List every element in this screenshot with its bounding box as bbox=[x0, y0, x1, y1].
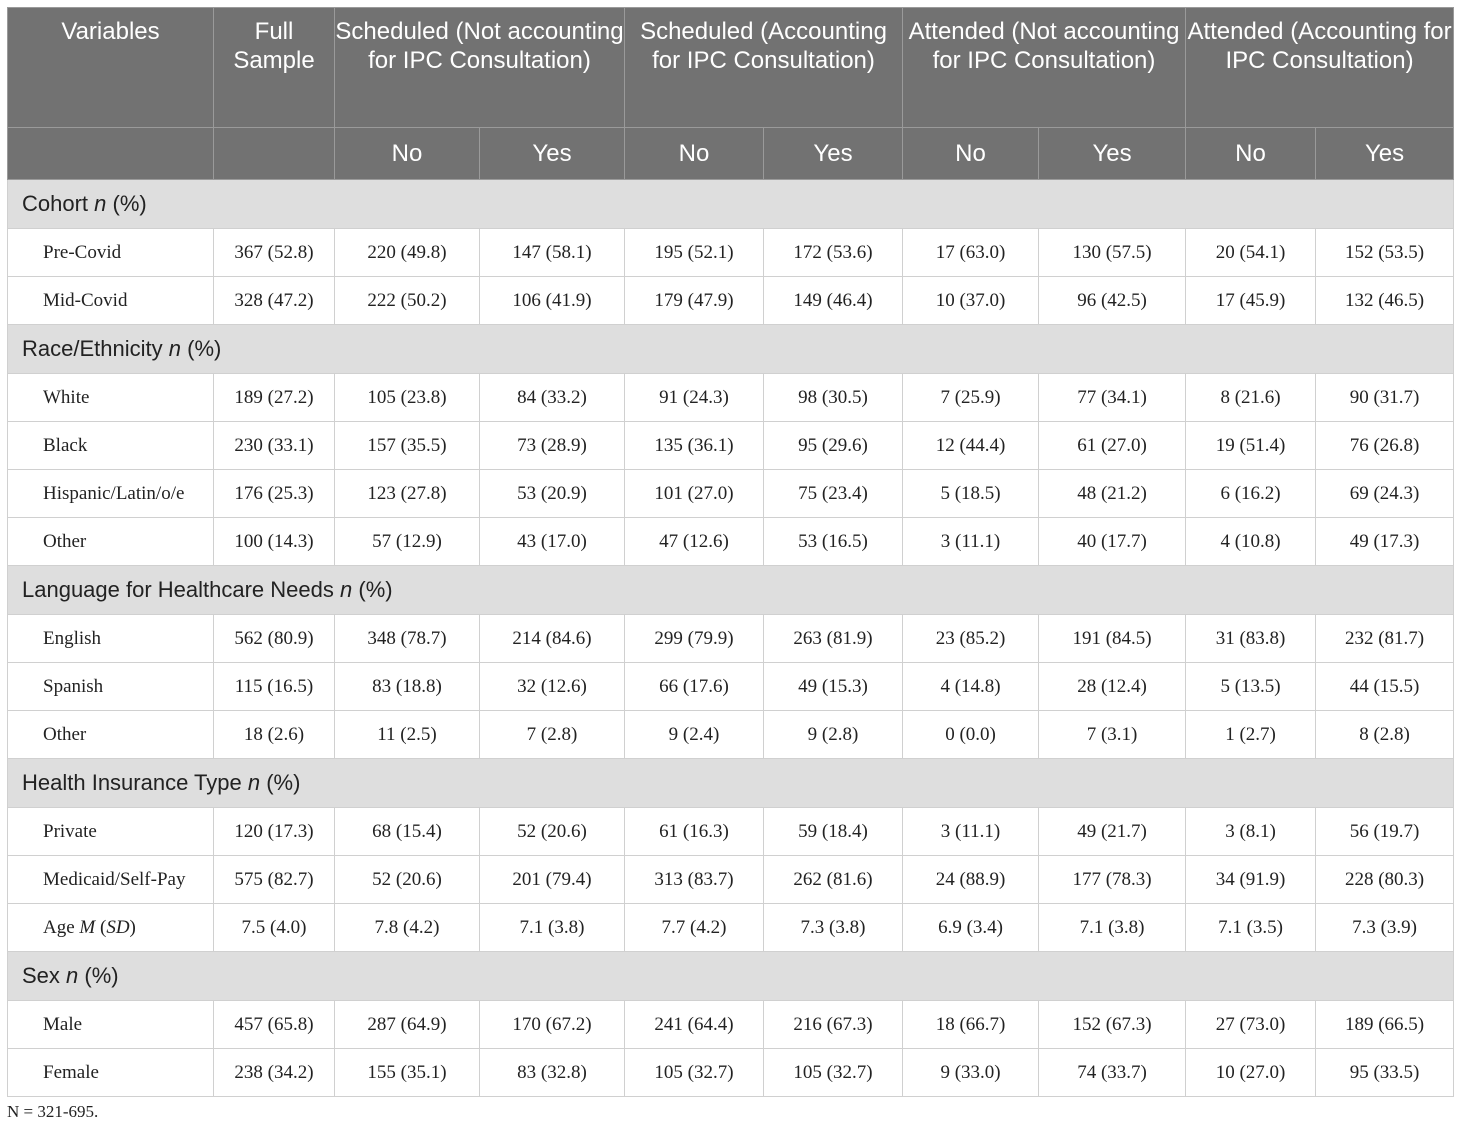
row-label bbox=[8, 711, 214, 759]
header-no: No bbox=[625, 128, 764, 180]
row-label bbox=[8, 518, 214, 566]
table-cell: 5 (13.5) bbox=[1186, 663, 1316, 711]
table-cell: 9 (2.4) bbox=[625, 711, 764, 759]
table-cell: 61 (16.3) bbox=[625, 808, 764, 856]
table-cell: 123 (27.8) bbox=[335, 470, 480, 518]
row-label-text: Female bbox=[43, 1061, 99, 1083]
header-row-groups bbox=[8, 8, 1454, 128]
table-cell: 299 (79.9) bbox=[625, 615, 764, 663]
table-cell: 105 (32.7) bbox=[625, 1049, 764, 1097]
row-label bbox=[8, 422, 214, 470]
section-stat-symbol: n bbox=[94, 191, 107, 216]
table-cell: 11 (2.5) bbox=[335, 711, 480, 759]
table-cell: 214 (84.6) bbox=[480, 615, 625, 663]
table-cell: 101 (27.0) bbox=[625, 470, 764, 518]
header-full-sample: Full Sample bbox=[214, 8, 335, 128]
table-cell: 457 (65.8) bbox=[214, 1001, 335, 1049]
row-label-text: Black bbox=[43, 434, 88, 456]
table-cell: 0 (0.0) bbox=[903, 711, 1039, 759]
table-cell: 52 (20.6) bbox=[335, 856, 480, 904]
section-title-text: Health Insurance Type bbox=[22, 770, 242, 795]
table-cell: 57 (12.9) bbox=[335, 518, 480, 566]
table-cell: 91 (24.3) bbox=[625, 374, 764, 422]
table-cell: 157 (35.5) bbox=[335, 422, 480, 470]
row-label-text: English bbox=[43, 627, 102, 649]
table-cell: 59 (18.4) bbox=[764, 808, 903, 856]
header-group-attended-accounting: Attended (Accounting for IPC Consultation) bbox=[1186, 8, 1454, 128]
table-cell: 10 (27.0) bbox=[1186, 1049, 1316, 1097]
table-cell: 191 (84.5) bbox=[1039, 615, 1186, 663]
table-cell: 90 (31.7) bbox=[1316, 374, 1454, 422]
table-cell: 313 (83.7) bbox=[625, 856, 764, 904]
table-cell: 238 (34.2) bbox=[214, 1049, 335, 1097]
table-cell: 43 (17.0) bbox=[480, 518, 625, 566]
table-row bbox=[8, 1001, 1454, 1049]
table-row bbox=[8, 374, 1454, 422]
row-label bbox=[8, 374, 214, 422]
row-label bbox=[8, 470, 214, 518]
row-label-text: Other bbox=[43, 530, 87, 552]
section-title bbox=[8, 566, 1454, 615]
row-label-text: Pre-Covid bbox=[43, 241, 122, 263]
table-cell: 7.5 (4.0) bbox=[214, 904, 335, 952]
table-cell: 106 (41.9) bbox=[480, 277, 625, 325]
table-cell: 83 (18.8) bbox=[335, 663, 480, 711]
table-cell: 222 (50.2) bbox=[335, 277, 480, 325]
table-cell: 4 (10.8) bbox=[1186, 518, 1316, 566]
table-row bbox=[8, 229, 1454, 277]
section-title bbox=[8, 952, 1454, 1001]
section-title bbox=[8, 759, 1454, 808]
table-cell: 263 (81.9) bbox=[764, 615, 903, 663]
table-cell: 105 (23.8) bbox=[335, 374, 480, 422]
table-row bbox=[8, 904, 1454, 952]
row-label bbox=[8, 808, 214, 856]
table-cell: 73 (28.9) bbox=[480, 422, 625, 470]
table-cell: 120 (17.3) bbox=[214, 808, 335, 856]
table-cell: 76 (26.8) bbox=[1316, 422, 1454, 470]
table-cell: 228 (80.3) bbox=[1316, 856, 1454, 904]
table-cell: 20 (54.1) bbox=[1186, 229, 1316, 277]
table-cell: 115 (16.5) bbox=[214, 663, 335, 711]
table-cell: 96 (42.5) bbox=[1039, 277, 1186, 325]
section-stat-symbol: n bbox=[247, 770, 261, 795]
table-cell: 189 (27.2) bbox=[214, 374, 335, 422]
header-yes: Yes bbox=[1316, 128, 1454, 180]
table-row bbox=[8, 856, 1454, 904]
table-cell: 9 (2.8) bbox=[764, 711, 903, 759]
table-cell: 47 (12.6) bbox=[625, 518, 764, 566]
table-cell: 9 (33.0) bbox=[903, 1049, 1039, 1097]
section-stat-suffix: (%) bbox=[266, 770, 301, 795]
table-cell: 44 (15.5) bbox=[1316, 663, 1454, 711]
row-label bbox=[8, 277, 214, 325]
table-cell: 12 (44.4) bbox=[903, 422, 1039, 470]
section-stat-suffix: (%) bbox=[358, 577, 393, 602]
table-row bbox=[8, 808, 1454, 856]
table-cell: 1 (2.7) bbox=[1186, 711, 1316, 759]
row-label-mean-symbol: M bbox=[79, 916, 96, 938]
table-cell: 7.3 (3.8) bbox=[764, 904, 903, 952]
table-cell: 348 (78.7) bbox=[335, 615, 480, 663]
table-row bbox=[8, 1049, 1454, 1097]
table-cell: 216 (67.3) bbox=[764, 1001, 903, 1049]
table-cell: 10 (37.0) bbox=[903, 277, 1039, 325]
table-cell: 147 (58.1) bbox=[480, 229, 625, 277]
table-cell: 132 (46.5) bbox=[1316, 277, 1454, 325]
table-cell: 53 (20.9) bbox=[480, 470, 625, 518]
section-header-row bbox=[8, 325, 1454, 374]
table-cell: 17 (63.0) bbox=[903, 229, 1039, 277]
table-cell: 49 (17.3) bbox=[1316, 518, 1454, 566]
row-label-text: Other bbox=[43, 723, 87, 745]
table-cell: 49 (21.7) bbox=[1039, 808, 1186, 856]
header-row-yes-no bbox=[8, 128, 1454, 180]
table-container bbox=[7, 7, 1454, 1097]
section-title bbox=[8, 325, 1454, 374]
table-cell: 179 (47.9) bbox=[625, 277, 764, 325]
table-cell: 189 (66.5) bbox=[1316, 1001, 1454, 1049]
row-label-text: Private bbox=[43, 820, 97, 842]
table-cell: 100 (14.3) bbox=[214, 518, 335, 566]
table-cell: 3 (11.1) bbox=[903, 518, 1039, 566]
row-label: Age M (SD) bbox=[8, 904, 214, 952]
table-cell: 49 (15.3) bbox=[764, 663, 903, 711]
table-cell: 232 (81.7) bbox=[1316, 615, 1454, 663]
table-cell: 3 (8.1) bbox=[1186, 808, 1316, 856]
table-cell: 66 (17.6) bbox=[625, 663, 764, 711]
header-group-scheduled-accounting: Scheduled (Accounting for IPC Consultation) bbox=[625, 8, 903, 128]
row-label-text: Hispanic/Latin/o/e bbox=[43, 482, 185, 504]
header-yes: Yes bbox=[1039, 128, 1186, 180]
table-row bbox=[8, 422, 1454, 470]
table-cell: 3 (11.1) bbox=[903, 808, 1039, 856]
table-cell: 7.7 (4.2) bbox=[625, 904, 764, 952]
section-header-row bbox=[8, 759, 1454, 808]
table-cell: 34 (91.9) bbox=[1186, 856, 1316, 904]
row-label-text: Age bbox=[43, 916, 75, 938]
table-cell: 7.3 (3.9) bbox=[1316, 904, 1454, 952]
table-row bbox=[8, 711, 1454, 759]
table-cell: 328 (47.2) bbox=[214, 277, 335, 325]
table-cell: 195 (52.1) bbox=[625, 229, 764, 277]
row-label-text: Mid-Covid bbox=[43, 289, 128, 311]
table-cell: 170 (67.2) bbox=[480, 1001, 625, 1049]
table-footnote: N = 321-695. bbox=[7, 1102, 99, 1121]
row-label-sd-symbol: SD bbox=[106, 916, 130, 938]
header-yes: Yes bbox=[480, 128, 625, 180]
table-cell: 98 (30.5) bbox=[764, 374, 903, 422]
table-row bbox=[8, 663, 1454, 711]
table-cell: 27 (73.0) bbox=[1186, 1001, 1316, 1049]
table-cell: 7.8 (4.2) bbox=[335, 904, 480, 952]
table-cell: 152 (53.5) bbox=[1316, 229, 1454, 277]
table-cell: 24 (88.9) bbox=[903, 856, 1039, 904]
table-cell: 18 (2.6) bbox=[214, 711, 335, 759]
table-cell: 83 (32.8) bbox=[480, 1049, 625, 1097]
section-title-text: Language for Healthcare Needs bbox=[22, 577, 334, 602]
table-cell: 7.1 (3.8) bbox=[1039, 904, 1186, 952]
table-cell: 8 (2.8) bbox=[1316, 711, 1454, 759]
table-cell: 75 (23.4) bbox=[764, 470, 903, 518]
table-cell: 77 (34.1) bbox=[1039, 374, 1186, 422]
table-cell: 48 (21.2) bbox=[1039, 470, 1186, 518]
table-cell: 105 (32.7) bbox=[764, 1049, 903, 1097]
table-cell: 6 (16.2) bbox=[1186, 470, 1316, 518]
table-cell: 562 (80.9) bbox=[214, 615, 335, 663]
row-label bbox=[8, 1001, 214, 1049]
row-label bbox=[8, 615, 214, 663]
section-title bbox=[8, 180, 1454, 229]
table-cell: 32 (12.6) bbox=[480, 663, 625, 711]
row-label bbox=[8, 856, 214, 904]
table-cell: 7.1 (3.5) bbox=[1186, 904, 1316, 952]
table-cell: 56 (19.7) bbox=[1316, 808, 1454, 856]
section-stat-suffix: (%) bbox=[84, 963, 119, 988]
table-cell: 176 (25.3) bbox=[214, 470, 335, 518]
table-cell: 4 (14.8) bbox=[903, 663, 1039, 711]
table-cell: 6.9 (3.4) bbox=[903, 904, 1039, 952]
header-empty bbox=[8, 128, 214, 180]
table-cell: 17 (45.9) bbox=[1186, 277, 1316, 325]
header-no: No bbox=[1186, 128, 1316, 180]
table-cell: 7 (3.1) bbox=[1039, 711, 1186, 759]
table-cell: 31 (83.8) bbox=[1186, 615, 1316, 663]
section-title-text: Cohort bbox=[22, 191, 89, 216]
row-label-text: Male bbox=[43, 1013, 83, 1035]
section-header-row bbox=[8, 180, 1454, 229]
table-cell: 241 (64.4) bbox=[625, 1001, 764, 1049]
table-cell: 7.1 (3.8) bbox=[480, 904, 625, 952]
table-cell: 177 (78.3) bbox=[1039, 856, 1186, 904]
section-title-text: Sex bbox=[22, 963, 60, 988]
row-label-text: White bbox=[43, 386, 90, 408]
header-no: No bbox=[335, 128, 480, 180]
table-cell: 28 (12.4) bbox=[1039, 663, 1186, 711]
table-cell: 7 (2.8) bbox=[480, 711, 625, 759]
table-cell: 40 (17.7) bbox=[1039, 518, 1186, 566]
section-header-row bbox=[8, 952, 1454, 1001]
table-cell: 95 (29.6) bbox=[764, 422, 903, 470]
row-label-text: Spanish bbox=[43, 675, 104, 697]
header-group-scheduled-not-accounting: Scheduled (Not accounting for IPC Consultation) bbox=[335, 8, 625, 128]
table-row bbox=[8, 518, 1454, 566]
table-cell: 287 (64.9) bbox=[335, 1001, 480, 1049]
table-cell: 149 (46.4) bbox=[764, 277, 903, 325]
table-cell: 19 (51.4) bbox=[1186, 422, 1316, 470]
header-group-attended-not-accounting: Attended (Not accounting for IPC Consultation) bbox=[903, 8, 1186, 128]
row-label-text: Medicaid/Self-Pay bbox=[43, 868, 186, 890]
row-label bbox=[8, 229, 214, 277]
header-empty bbox=[214, 128, 335, 180]
table-cell: 7 (25.9) bbox=[903, 374, 1039, 422]
table-row bbox=[8, 470, 1454, 518]
table-cell: 18 (66.7) bbox=[903, 1001, 1039, 1049]
table-cell: 130 (57.5) bbox=[1039, 229, 1186, 277]
table-row bbox=[8, 277, 1454, 325]
section-stat-suffix: (%) bbox=[112, 191, 147, 216]
table-cell: 61 (27.0) bbox=[1039, 422, 1186, 470]
row-label bbox=[8, 1049, 214, 1097]
table-cell: 23 (85.2) bbox=[903, 615, 1039, 663]
table-cell: 69 (24.3) bbox=[1316, 470, 1454, 518]
table-cell: 230 (33.1) bbox=[214, 422, 335, 470]
table-cell: 262 (81.6) bbox=[764, 856, 903, 904]
table-cell: 152 (67.3) bbox=[1039, 1001, 1186, 1049]
descriptive-statistics-table bbox=[7, 7, 1454, 1097]
table-cell: 172 (53.6) bbox=[764, 229, 903, 277]
header-yes: Yes bbox=[764, 128, 903, 180]
section-stat-symbol: n bbox=[168, 336, 181, 361]
table-body bbox=[8, 180, 1454, 1097]
table-cell: 367 (52.8) bbox=[214, 229, 335, 277]
header-no: No bbox=[903, 128, 1039, 180]
table-cell: 74 (33.7) bbox=[1039, 1049, 1186, 1097]
table-cell: 135 (36.1) bbox=[625, 422, 764, 470]
table-row bbox=[8, 615, 1454, 663]
table-cell: 155 (35.1) bbox=[335, 1049, 480, 1097]
table-cell: 95 (33.5) bbox=[1316, 1049, 1454, 1097]
table-cell: 53 (16.5) bbox=[764, 518, 903, 566]
section-stat-suffix: (%) bbox=[187, 336, 222, 361]
table-cell: 68 (15.4) bbox=[335, 808, 480, 856]
table-cell: 5 (18.5) bbox=[903, 470, 1039, 518]
section-stat-symbol: n bbox=[66, 963, 79, 988]
table-cell: 220 (49.8) bbox=[335, 229, 480, 277]
table-cell: 575 (82.7) bbox=[214, 856, 335, 904]
header-variables: Variables bbox=[8, 8, 214, 128]
row-label bbox=[8, 663, 214, 711]
table-cell: 84 (33.2) bbox=[480, 374, 625, 422]
table-cell: 52 (20.6) bbox=[480, 808, 625, 856]
section-title-text: Race/Ethnicity bbox=[22, 336, 163, 361]
table-cell: 201 (79.4) bbox=[480, 856, 625, 904]
section-header-row bbox=[8, 566, 1454, 615]
section-stat-symbol: n bbox=[340, 577, 353, 602]
table-cell: 8 (21.6) bbox=[1186, 374, 1316, 422]
